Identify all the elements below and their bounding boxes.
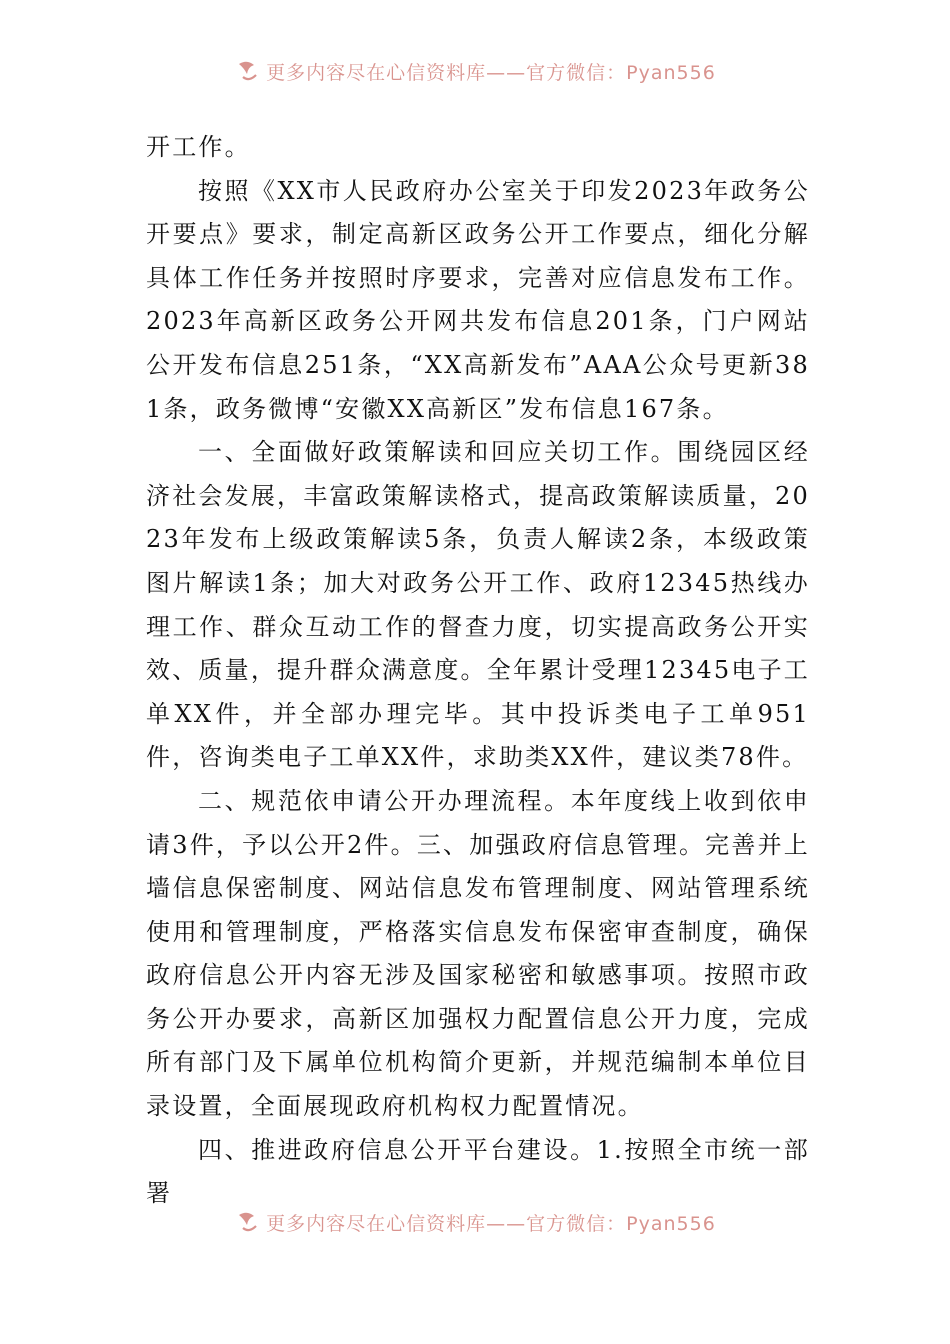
paragraph-policy-interpretation: 一、全面做好政策解读和回应关切工作。围绕园区经济社会发展，丰富政策解读格式，提高政策解读质量，2023年发布上级政策解读5条，负责人解读2条，本级政策图片解读1条；加大对政务公开工作、政府12345热线办理工作、群众互动工作的督查力度，切实提高政务公开实效、质量，提升群众满意度。全年累计受理12345电子工单XX件，并全部办理完毕。其中投诉类电子工单951件，咨询类电子工单XX件，求助类XX件，建议类78件。 <box>146 438 810 772</box>
footer-watermark-text: 更多内容尽在心信资料库——官方微信：Pyan556 <box>266 1212 716 1235</box>
paragraph-publication-stats: 按照《XX市人民政府办公室关于印发2023年政务公开要点》要求，制定高新区政务公开工作要点，细化分解具体工作任务并按照时序要求，完善对应信息发布工作。2023年高新区政务公开网共发布信息201条，门户网站公开发布信息251条，“XX高新发布”AAA公众号更新381条，政务微博“安徽XX高新区”发布信息167条。 <box>146 176 810 423</box>
header-watermark-text: 更多内容尽在心信资料库——官方微信：Pyan556 <box>266 61 716 84</box>
paragraph-application-disclosure: 二、规范依申请公开办理流程。本年度线上收到依申请3件，予以公开2件。三、加强政府信息管理。完善并上墙信息保密制度、网站信息发布管理制度、网站管理系统使用和管理制度，严格落实信息发布保密审查制度，确保政府信息公开内容无涉及国家秘密和敏感事项。按照市政务公开办要求，高新区加强权力配置信息公开力度，完成所有部门及下属单位机构简介更新，并规范编制本单位目录设置，全面展现政府机构权力配置情况。 <box>146 786 810 1121</box>
watermark-logo-icon <box>234 1209 260 1235</box>
watermark-logo-icon <box>234 58 260 84</box>
footer-watermark <box>0 1207 950 1237</box>
document-body <box>146 126 810 1216</box>
paragraph-platform-construction: 四、推进政府信息公开平台建设。1.按照全市统一部署 <box>146 1135 810 1208</box>
paragraph-continuation: 开工作。 <box>146 133 251 161</box>
header-watermark <box>0 56 950 86</box>
